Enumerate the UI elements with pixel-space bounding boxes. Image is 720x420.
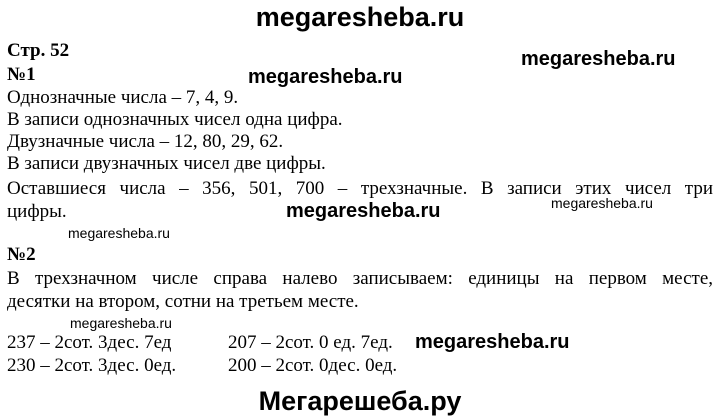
watermark-mid: megaresheba.ru xyxy=(248,66,403,88)
task-1-line: В записи двузначных чисел две цифры. xyxy=(7,153,326,174)
task-2-item: 237 – 2сот. 3дес. 7ед xyxy=(7,332,172,353)
task-1-line: цифры. xyxy=(7,201,67,222)
watermark-small-right: megaresheba.ru xyxy=(551,195,653,211)
watermark-mid-2: megaresheba.ru xyxy=(286,200,441,222)
task-2-item: 230 – 2сот. 3дес. 0ед. xyxy=(7,355,177,376)
watermark-right-2: megaresheba.ru xyxy=(415,331,570,353)
task-2-line: десятки на втором, сотни на третьем месте. xyxy=(7,291,359,312)
task-1-line: В записи однозначных чисел одна цифра. xyxy=(7,109,343,130)
task-2-number: №2 xyxy=(7,244,36,265)
task-1-line: Двузначные числа – 12, 80, 29, 62. xyxy=(7,131,284,152)
task-1-line: Однозначные числа – 7, 4, 9. xyxy=(7,87,239,108)
watermark-right: megaresheba.ru xyxy=(521,48,676,70)
watermark-top: megaresheba.ru xyxy=(255,2,465,32)
task-2-line: В трехзначном числе справа налево записываем: единицы на первом месте, xyxy=(7,268,713,289)
watermark-bottom: Мегарешеба.ру xyxy=(258,386,462,416)
task-2-item: 207 – 2сот. 0 ед. 7ед. xyxy=(228,332,393,353)
watermark-small-left: megaresheba.ru xyxy=(68,225,170,241)
task-2-item: 200 – 2сот. 0дес. 0ед. xyxy=(228,355,398,376)
page-reference: Стр. 52 xyxy=(7,40,70,61)
task-1-line: Оставшиеся числа – 356, 501, 700 – трехзначные. В записи этих чисел три xyxy=(7,178,713,199)
watermark-small-left-2: megaresheba.ru xyxy=(70,315,172,331)
task-1-number: №1 xyxy=(7,64,36,85)
